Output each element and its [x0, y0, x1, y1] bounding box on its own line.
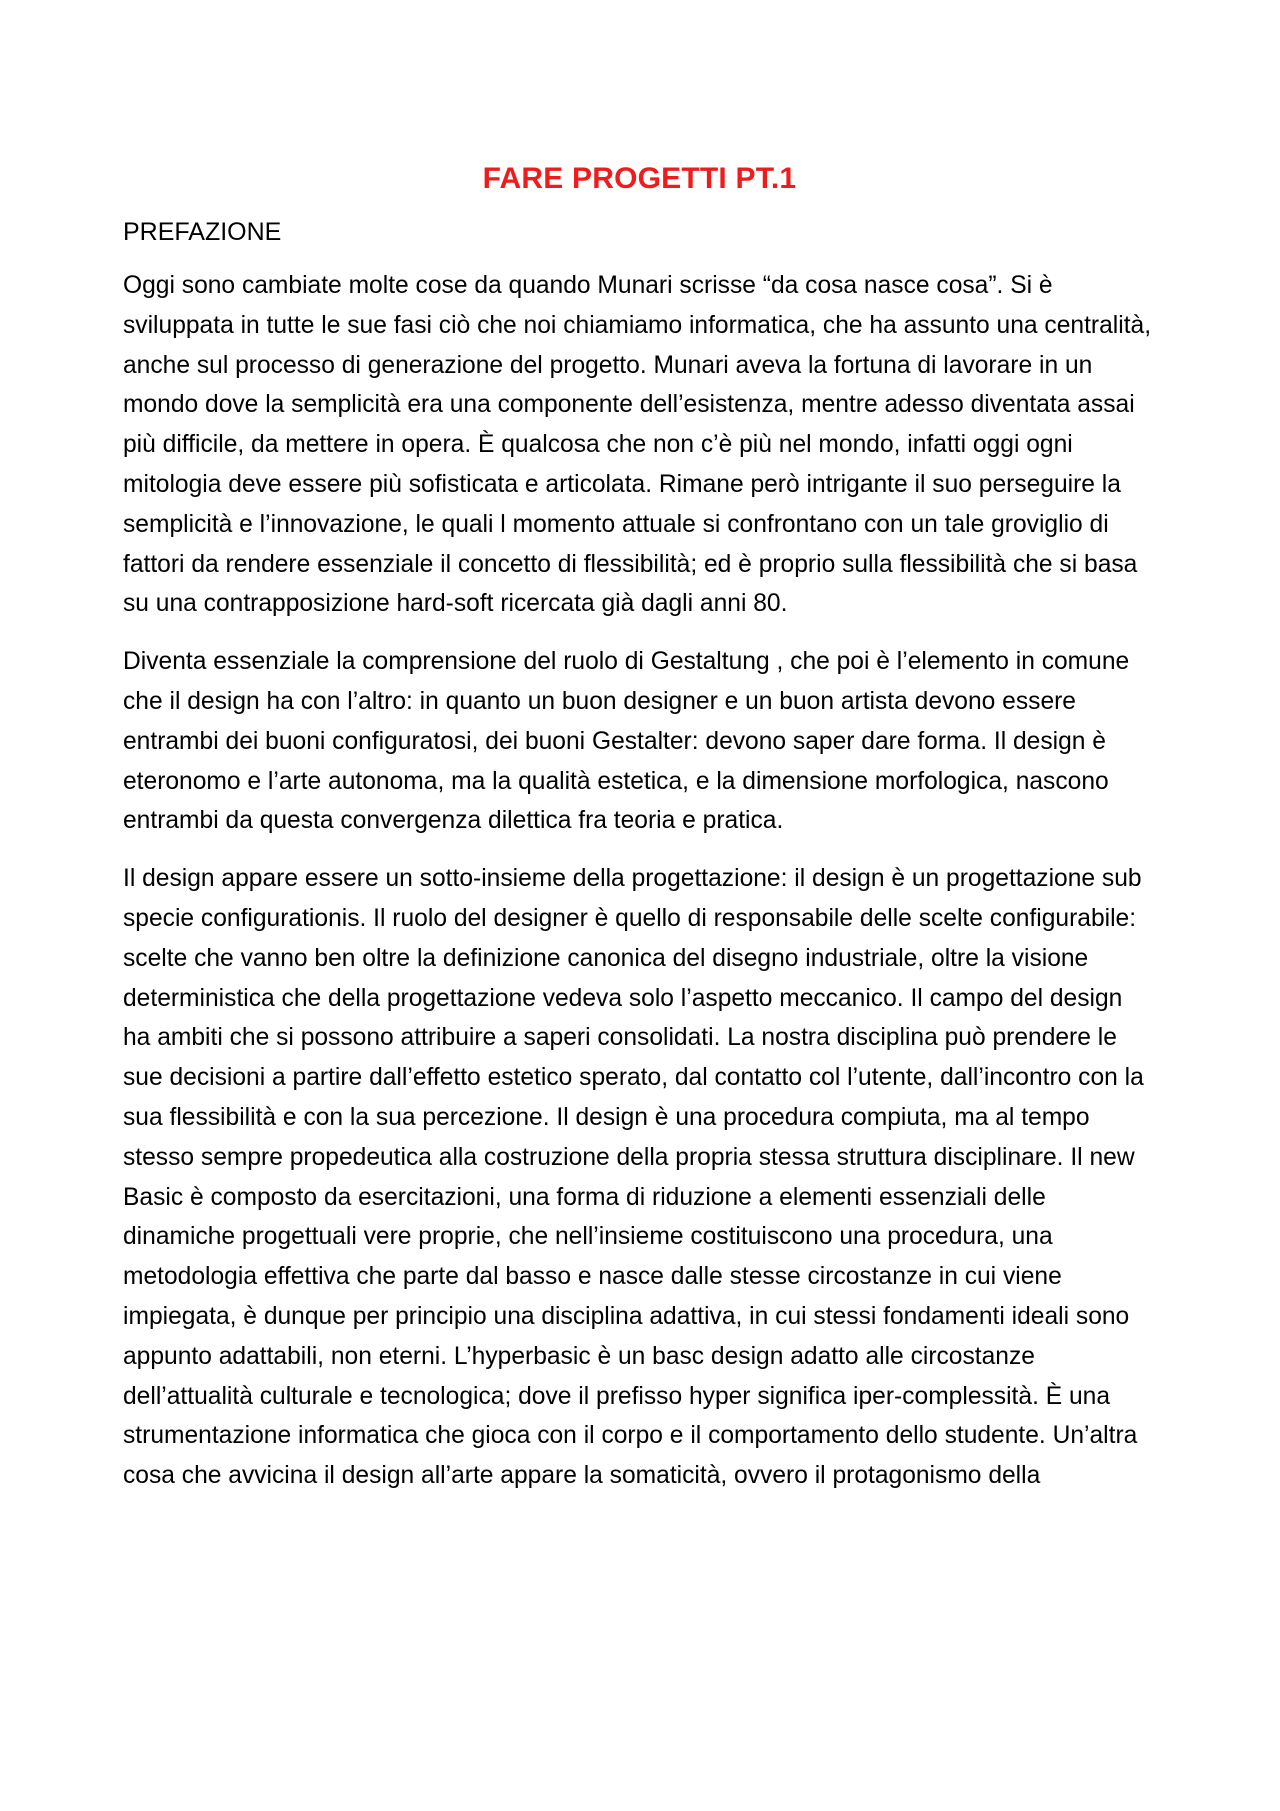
paragraph-2: Diventa essenziale la comprensione del ruolo di Gestaltung , che poi è l’elemento in comune che il design ha con l’altro: in quanto un buon designer e un buon artista devono essere entrambi dei buoni configuratosi, dei buoni Gestalter: devono saper dare forma. Il design è eteronomo e l’arte autonoma, ma la qualità estetica, e la dimensione morfologica, nascono entrambi da questa convergenza dilettica fra teoria e pratica. [123, 648, 1130, 835]
document-title: FARE PROGETTI PT.1 [482, 162, 797, 195]
paragraph-1: Oggi sono cambiate molte cose da quando Munari scrisse “da cosa nasce cosa”. Si è sviluppata in tutte le sue fasi ciò che noi chiamiamo informatica, che ha assunto una centralità, anche sul processo di generazione del progetto. Munari aveva la fortuna di lavorare in un mondo dove la semplicità era una componente dell’esistenza, mentre adesso diventata assai più difficile, da mettere in opera. È qualcosa che non c’è più nel mondo, infatti oggi ogni mitologia deve essere più sofisticata e articolata. Rimane però intrigante il suo perseguire la semplicità e l’innovazione, le quali l momento attuale si confrontano con un tale groviglio di fattori da rendere essenziale il concetto di flessibilità; ed è proprio sulla flessibilità che si basa su una contrapposizione hard-soft ricercata già dagli anni 80. [123, 272, 1152, 618]
section-heading: PREFAZIONE [123, 218, 282, 246]
paragraph-3: Il design appare essere un sotto-insieme della progettazione: il design è un progettazione sub specie configurationis. Il ruolo del designer è quello di responsabile delle scelte configurabile: scelte che vanno ben oltre la definizione canonica del disegno industriale, oltre la visione deterministica che della progettazione vedeva solo l’aspetto meccanico. Il campo del design ha ambiti che si possono attribuire a saperi consolidati. La nostra disciplina può prendere le sue decisioni a partire dall’effetto estetico sperato, dal contatto col l’utente, dall’incontro con la sua flessibilità e con la sua percezione. Il design è una procedura compiuta, ma al tempo stesso sempre propedeutica alla costruzione della propria stessa struttura disciplinare. Il new Basic è composto da esercitazioni, una forma di riduzione a elementi essenziali delle dinamiche progettuali vere proprie, che nell’insieme costituiscono una procedura, una metodologia effettiva che parte dal basso e nasce dalle stesse circostanze in cui viene impiegata, è dunque per principio una disciplina adattiva, in cui stessi fondamenti ideali sono appunto adattabili, non eterni. L’hyperbasic è un basc design adatto alle circostanze dell’attualità culturale e tecnologica; dove il prefisso hyper significa iper-complessità. È una strumentazione informatica che gioca con il corpo e il comportamento dello studente. Un’altra cosa che avvicina il design all’arte appare la somaticità, ovvero il protagonismo della [123, 865, 1144, 1490]
